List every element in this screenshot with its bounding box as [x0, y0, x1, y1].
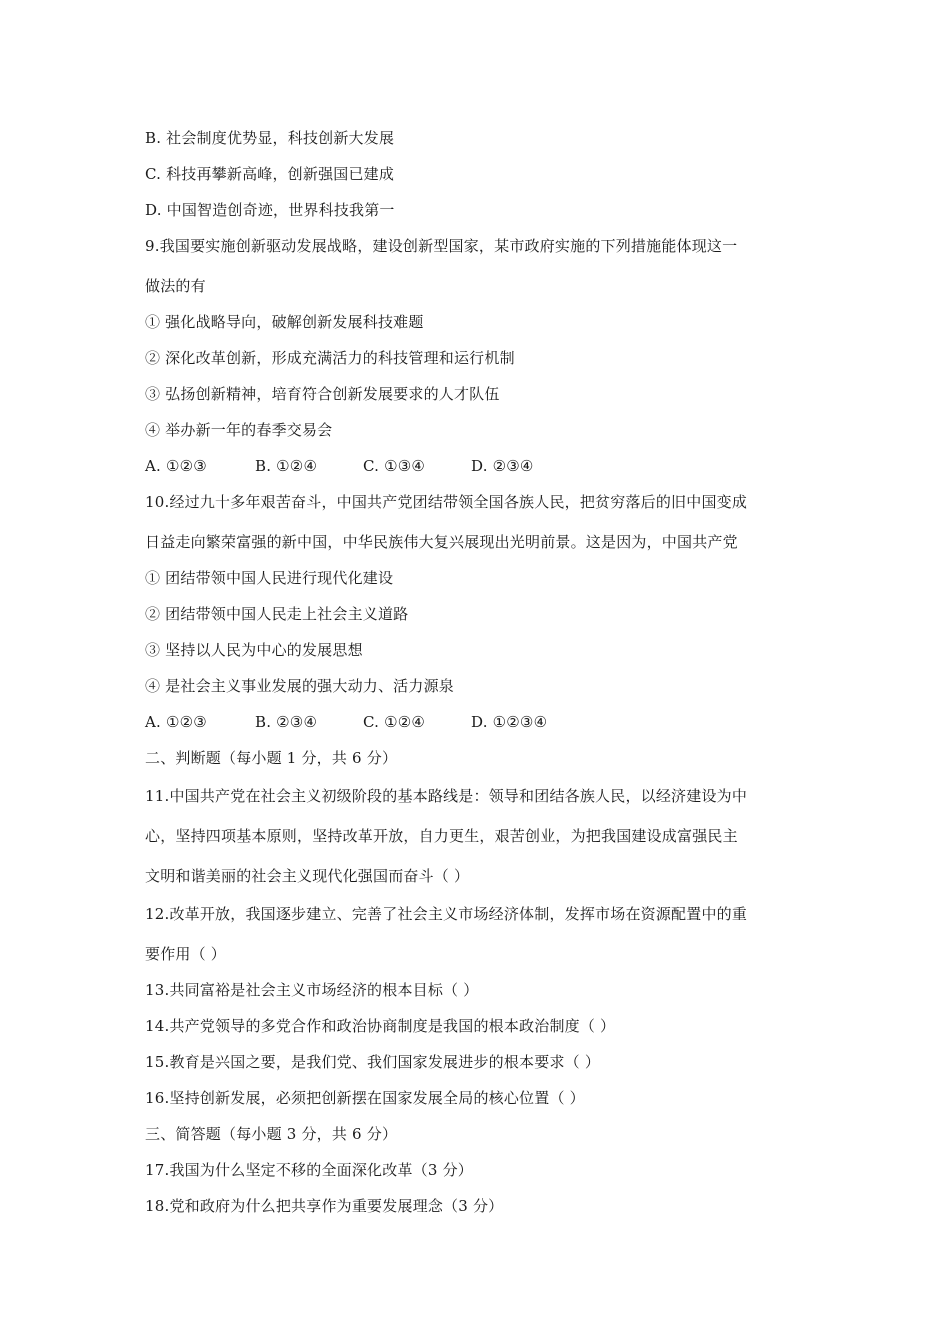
- q9-item-3: ③ 弘扬创新精神，培育符合创新发展要求的人才队伍: [145, 385, 500, 403]
- q17: 17.我国为什么坚定不移的全面深化改革（3 分）: [145, 1161, 473, 1179]
- q9-stem-line2: 做法的有: [145, 277, 206, 295]
- q15: 15.教育是兴国之要，是我们党、我们国家发展进步的根本要求（ ）: [145, 1053, 601, 1071]
- section3-heading: 三、简答题（每小题 3 分，共 6 分）: [145, 1125, 398, 1143]
- q11-line1: 11.中国共产党在社会主义初级阶段的基本路线是：领导和团结各族人民，以经济建设为中: [145, 787, 748, 805]
- section2-heading: 二、判断题（每小题 1 分，共 6 分）: [145, 749, 398, 767]
- q10-options: [145, 712, 579, 732]
- q10-option-d: D. ①②③④: [471, 713, 548, 731]
- q11-line3: 文明和谐美丽的社会主义现代化强国而奋斗（ ）: [145, 867, 470, 885]
- q16: 16.坚持创新发展，必须把创新摆在国家发展全局的核心位置（ ）: [145, 1089, 585, 1107]
- q10-item-1: ① 团结带领中国人民进行现代化建设: [145, 569, 394, 587]
- q9-item-1: ① 强化战略导向，破解创新发展科技难题: [145, 313, 424, 331]
- q9-option-d: D. ②③④: [471, 457, 534, 475]
- q10-item-4: ④ 是社会主义事业发展的强大动力、活力源泉: [145, 677, 454, 695]
- q10-item-2: ② 团结带领中国人民走上社会主义道路: [145, 605, 409, 623]
- q9-stem-line1: 9.我国要实施创新驱动发展战略，建设创新型国家，某市政府实施的下列措施能体现这一: [145, 237, 738, 255]
- q8-option-d: D. 中国智造创奇迹，世界科技我第一: [145, 201, 395, 219]
- q8-option-c: C. 科技再攀新高峰，创新强国已建成: [145, 165, 395, 183]
- q18: 18.党和政府为什么把共享作为重要发展理念（3 分）: [145, 1197, 504, 1215]
- q10-item-3: ③ 坚持以人民为中心的发展思想: [145, 641, 363, 659]
- q8-option-b: B. 社会制度优势显，科技创新大发展: [145, 129, 395, 147]
- q10-option-c: C. ①②④: [363, 713, 426, 731]
- q9-item-2: ② 深化改革创新，形成充满活力的科技管理和运行机制: [145, 349, 515, 367]
- q10-stem-line1: 10.经过九十多年艰苦奋斗，中国共产党团结带领全国各族人民，把贫穷落后的旧中国变成: [145, 493, 748, 511]
- q9-item-4: ④ 举办新一年的春季交易会: [145, 421, 333, 439]
- q14: 14.共产党领导的多党合作和政治协商制度是我国的根本政治制度（ ）: [145, 1017, 616, 1035]
- q13: 13.共同富裕是社会主义市场经济的根本目标（ ）: [145, 981, 479, 999]
- q10-stem-line2: 日益走向繁荣富强的新中国，中华民族伟大复兴展现出光明前景。这是因为，中国共产党: [145, 533, 738, 551]
- q9-option-b: B. ①②④: [255, 457, 318, 475]
- q9-option-c: C. ①③④: [363, 457, 426, 475]
- q11-line2: 心，坚持四项基本原则，坚持改革开放，自力更生，艰苦创业，为把我国建设成富强民主: [145, 827, 738, 845]
- q9-option-a: A. ①②③: [145, 457, 207, 475]
- q9-options: [145, 456, 579, 476]
- q10-option-a: A. ①②③: [145, 713, 207, 731]
- q12-line2: 要作用（ ）: [145, 945, 226, 963]
- q10-option-b: B. ②③④: [255, 713, 318, 731]
- q12-line1: 12.改革开放，我国逐步建立、完善了社会主义市场经济体制，发挥市场在资源配置中的重: [145, 905, 748, 923]
